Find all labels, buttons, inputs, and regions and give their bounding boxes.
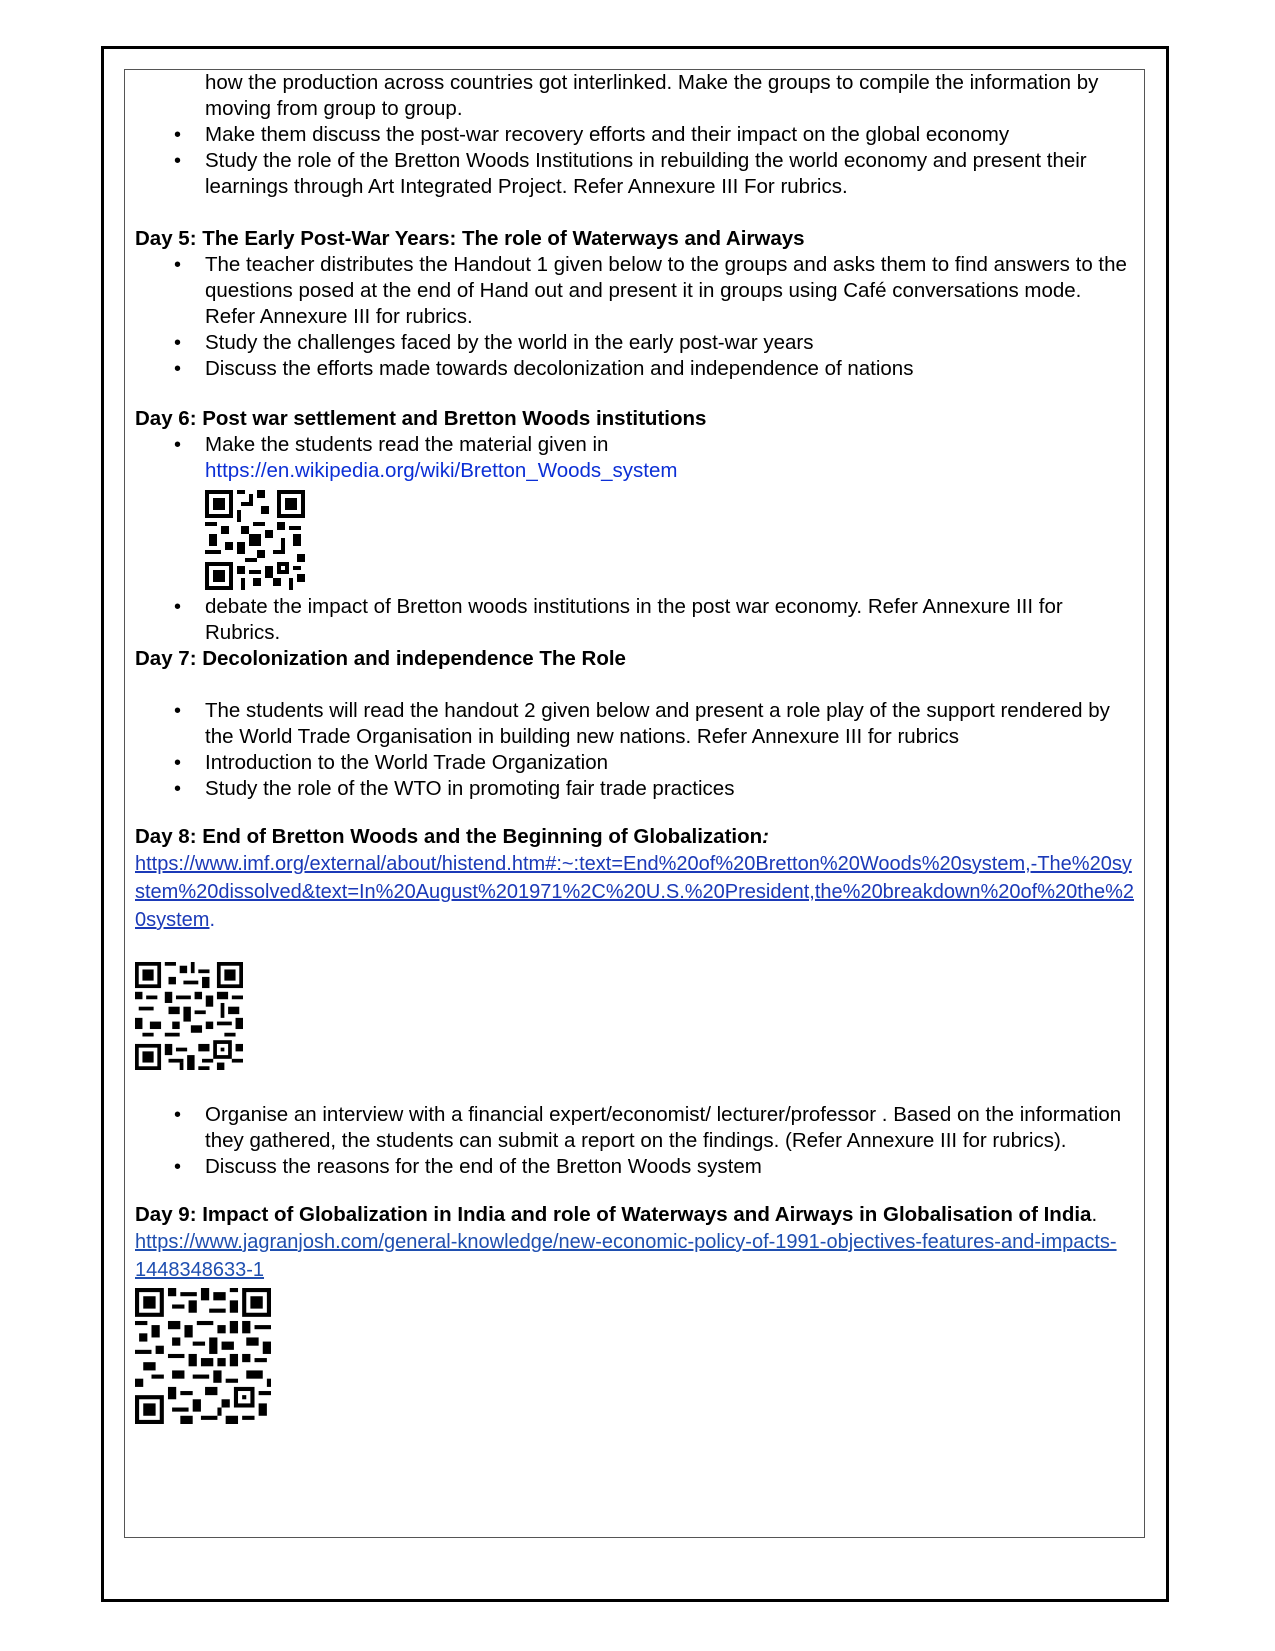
list-item: • Discuss the reasons for the end of the Bretton Woods system — [205, 1154, 1135, 1180]
day5-bullets — [135, 252, 1135, 382]
list-item: • The students will read the handout 2 given below and present a role play of the support rendered by the World Trade Organisation in building new nations. Refer Annexure III for rubrics — [205, 698, 1135, 750]
imf-link-block — [135, 850, 1135, 934]
day7-heading: Day 7: Decolonization and independence The Role — [135, 647, 626, 670]
imf-link[interactable]: https://www.imf.org/external/about/histend.htm#:~:text=End%20of%20Bretton%20Woods%20system,-The%20system%20dissolved&text=In%20August%201971%2C%20U.S.%20President,the%20breakdown%20of%20the%20system. — [135, 853, 1134, 931]
intro-continuation: how the production across countries got interlinked. Make the groups to compile the information by moving from group to group. — [205, 71, 1099, 120]
day8-bullets — [135, 1102, 1135, 1180]
list-item: • Study the role of the Bretton Woods Institutions in rebuilding the world economy and present their learnings through Art Integrated Project. Refer Annexure III For rubrics. — [205, 148, 1135, 200]
list-item: • Introduction to the World Trade Organization — [205, 750, 1135, 776]
qr-code-icon — [135, 962, 243, 1070]
day7-bullets — [135, 698, 1135, 802]
intro-bullets — [135, 122, 1135, 200]
day6-bullets — [135, 432, 1135, 646]
day6-bullet-text: Make the students read the material given in — [205, 433, 609, 456]
day9-heading: Day 9: Impact of Globalization in India and role of Waterways and Airways in Globalisation of India. — [135, 1203, 1098, 1226]
wikipedia-link[interactable]: https://en.wikipedia.org/wiki/Bretton_Woods_system — [205, 459, 678, 482]
list-item: • Study the role of the WTO in promoting fair trade practices — [205, 776, 1135, 802]
day8-heading: Day 8: End of Bretton Woods and the Beginning of Globalization: — [135, 825, 769, 848]
list-item: • Study the challenges faced by the world in the early post-war years — [205, 330, 1135, 356]
day6-heading: Day 6: Post war settlement and Bretton Woods institutions — [135, 407, 707, 430]
list-item: • Discuss the efforts made towards decolonization and independence of nations — [205, 356, 1135, 382]
list-item — [205, 432, 1135, 590]
jagranjosh-link[interactable]: https://www.jagranjosh.com/general-knowledge/new-economic-policy-of-1991-objectives-features-and-impacts-1448348633-1 — [135, 1231, 1117, 1281]
list-item: • Make them discuss the post-war recovery efforts and their impact on the global economy — [205, 122, 1135, 148]
list-item: • debate the impact of Bretton woods institutions in the post war economy. Refer Annexure III for Rubrics. — [205, 594, 1135, 646]
document-content — [135, 70, 1135, 1428]
list-item: • Organise an interview with a financial expert/economist/ lecturer/professor . Based on the information they gathered, the students can submit a report on the findings. (Refer Annexure III for rubrics). — [205, 1102, 1135, 1154]
qr-code-icon — [205, 490, 305, 590]
day5-heading: Day 5: The Early Post-War Years: The role of Waterways and Airways — [135, 227, 805, 250]
list-item: • The teacher distributes the Handout 1 given below to the groups and asks them to find answers to the questions posed at the end of Hand out and present it in groups using Café conversations mode. Refer Annexure III for rubrics. — [205, 252, 1135, 330]
jagranjosh-link-block — [135, 1228, 1135, 1284]
qr-code-icon — [135, 1288, 271, 1424]
